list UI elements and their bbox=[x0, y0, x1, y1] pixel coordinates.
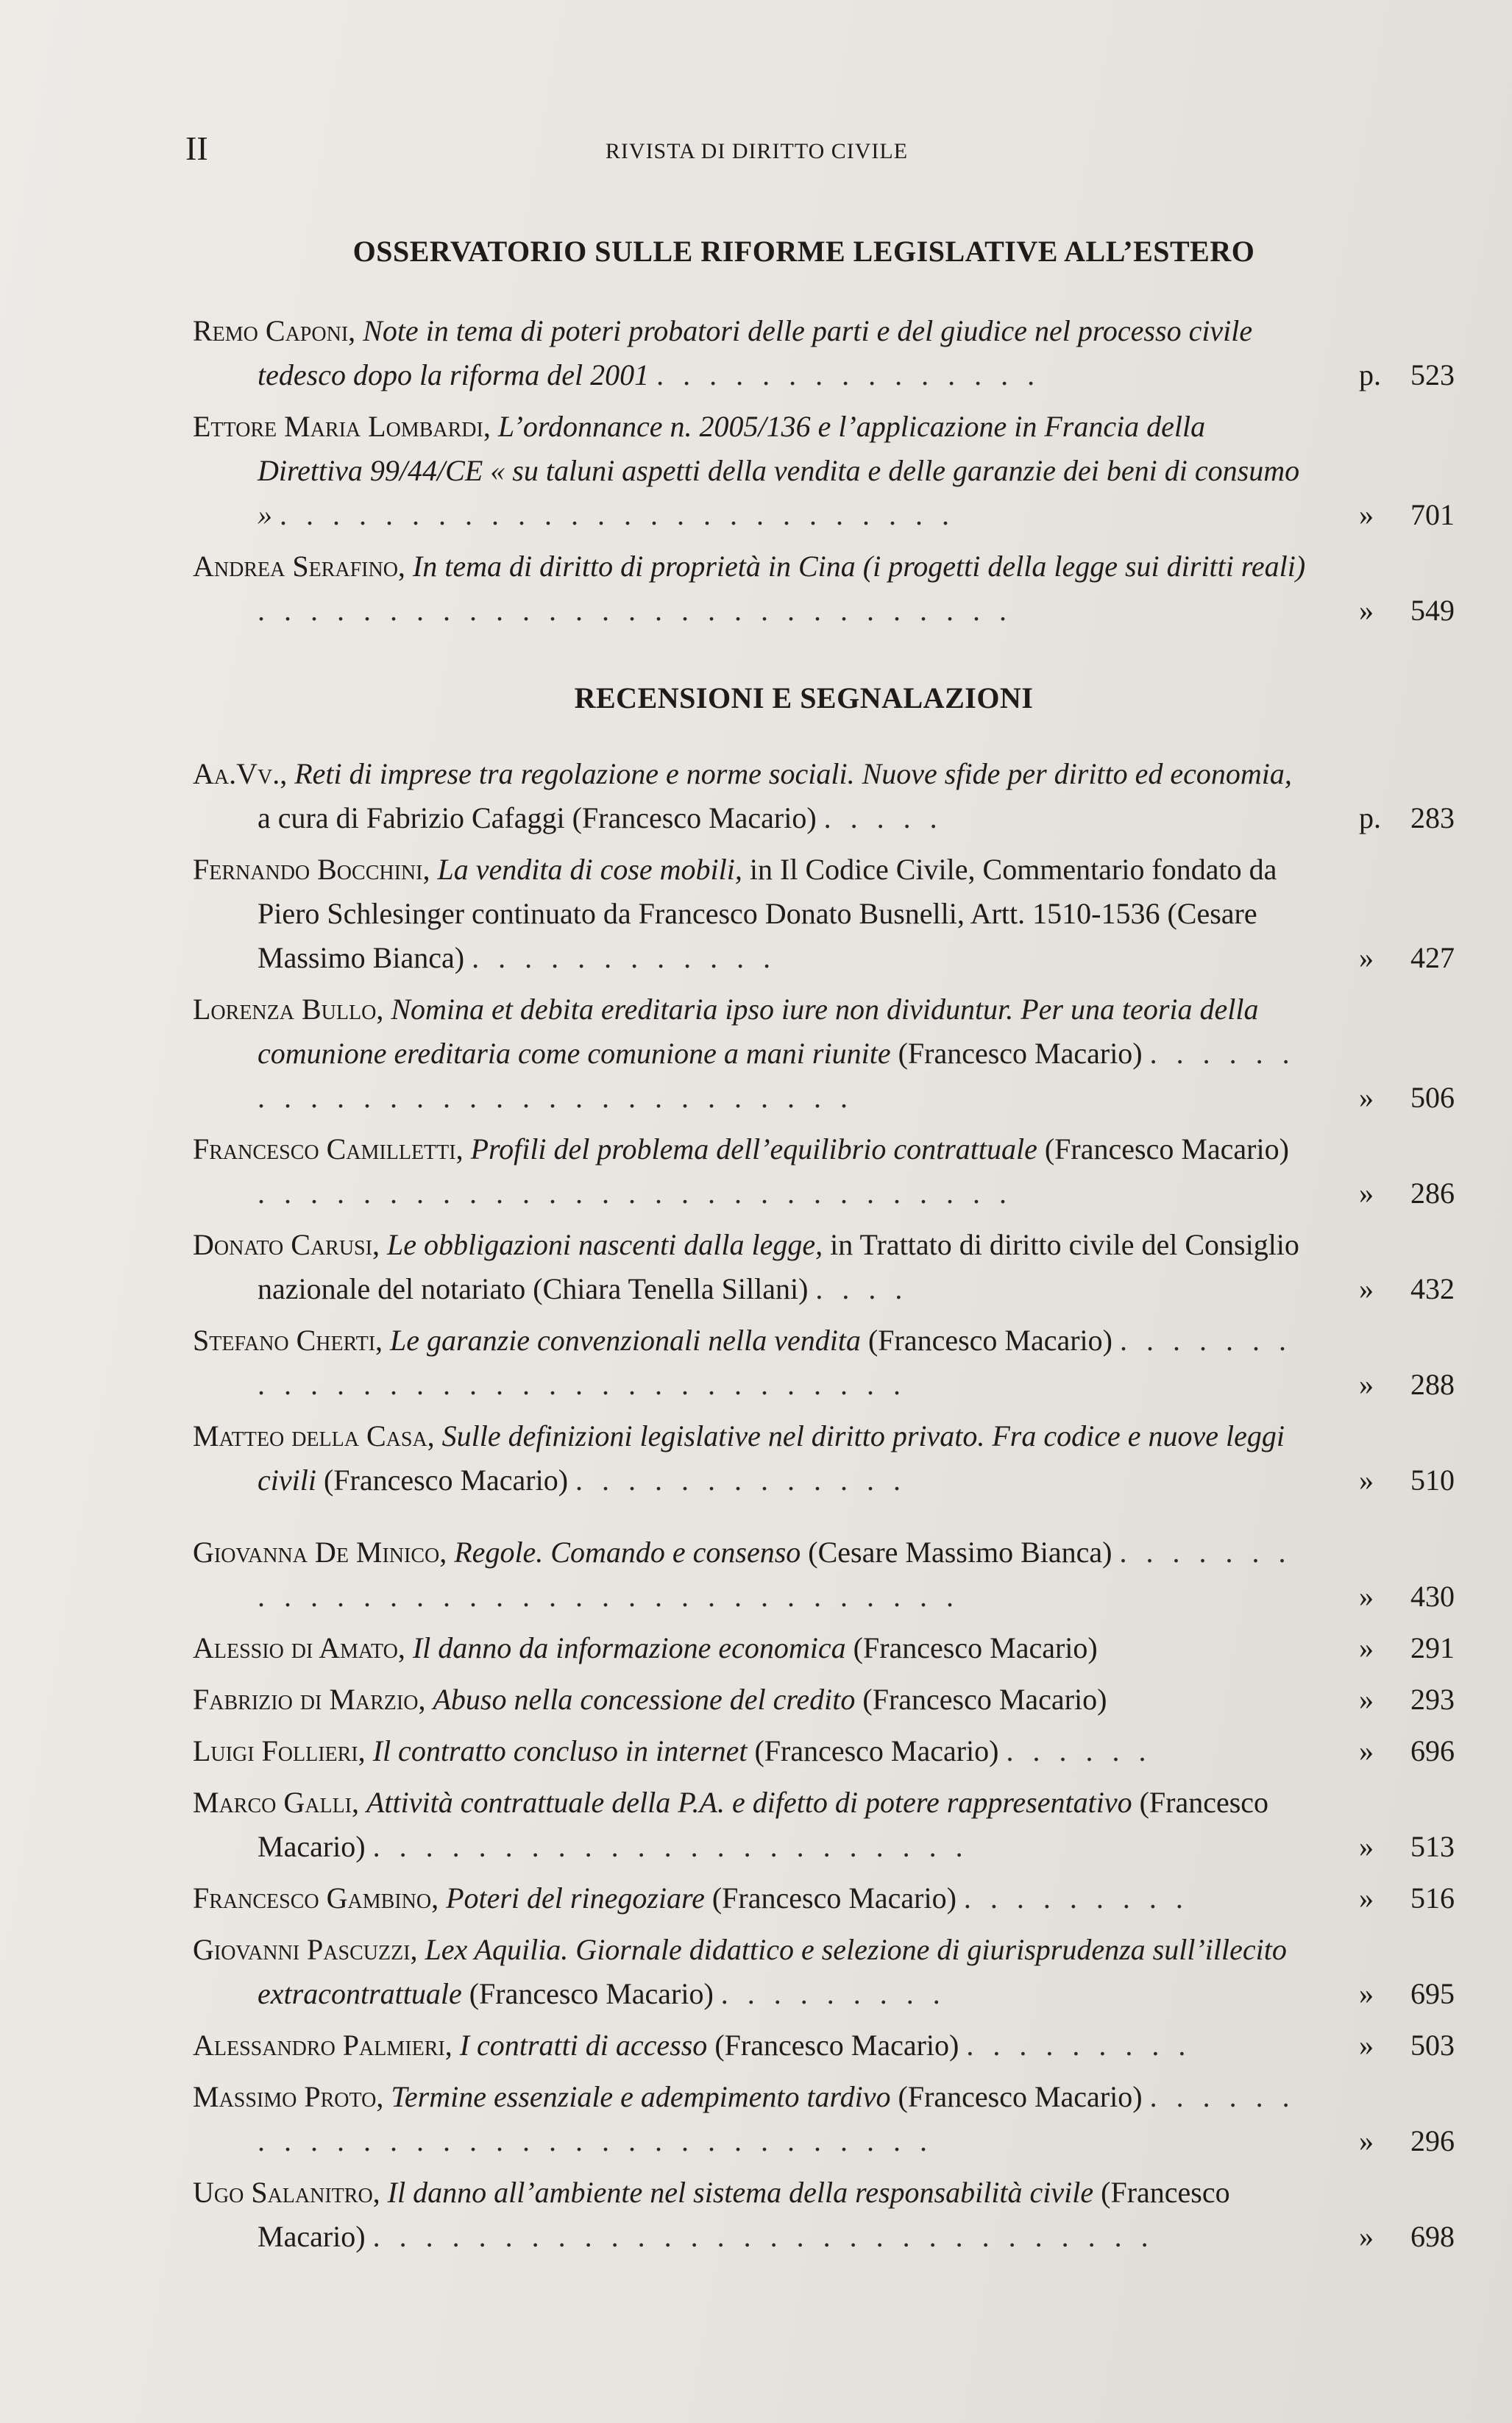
dot-leader: . . . . bbox=[815, 1272, 909, 1305]
entry-title: In tema di diritto di proprietà in Cina (i progetti della legge sui diritti reali) bbox=[412, 550, 1306, 583]
dot-leader: . . . . . bbox=[823, 801, 943, 834]
dot-leader: . . . . . . . . . . . . . . . bbox=[656, 358, 1041, 391]
toc-entry bbox=[193, 1928, 1455, 2016]
page-reference bbox=[1322, 1678, 1455, 1722]
toc-entry bbox=[193, 1530, 1455, 1619]
toc-entry bbox=[193, 1223, 1455, 1311]
page-number: 430 bbox=[1410, 1580, 1455, 1613]
entry-title: I contratti di accesso bbox=[459, 2029, 708, 2062]
dot-leader: . . . . . . . . . bbox=[966, 2029, 1192, 2062]
toc-entry bbox=[193, 1319, 1455, 1407]
page-number: 510 bbox=[1410, 1464, 1455, 1497]
entry-note: (Francesco Macario) bbox=[258, 2176, 1230, 2253]
page-prefix: » bbox=[1359, 1081, 1374, 1114]
entry-note: (Francesco Macario) bbox=[890, 1037, 1143, 1070]
dot-leader-spacer bbox=[817, 801, 824, 834]
dot-leader-spacer bbox=[272, 498, 280, 531]
page-prefix: » bbox=[1359, 1881, 1374, 1915]
author-separator: , bbox=[358, 1734, 373, 1767]
page-prefix: » bbox=[1359, 1580, 1374, 1613]
entry-author: Alessio di Amato bbox=[193, 1631, 398, 1664]
page-number: 549 bbox=[1410, 594, 1455, 627]
entry-author: Francesco Camilletti bbox=[193, 1132, 456, 1166]
page-prefix: p. bbox=[1359, 801, 1381, 834]
dot-leader-spacer bbox=[1112, 1324, 1120, 1357]
entry-note: (Francesco Macario) bbox=[1037, 1132, 1289, 1166]
author-separator: , bbox=[352, 1786, 366, 1819]
page-prefix: » bbox=[1359, 2124, 1374, 2157]
entry-title: Regole. Comando e consenso bbox=[454, 1536, 801, 1569]
entry-author: Francesco Gambino bbox=[193, 1881, 432, 1915]
dot-leader: . . . . . . . . . . . . . . . . . . . . . . . bbox=[372, 1830, 969, 1863]
entry-author: Remo Caponi bbox=[193, 314, 349, 347]
page-number: 296 bbox=[1410, 2124, 1455, 2157]
page-number: 513 bbox=[1410, 1830, 1455, 1863]
entry-author: Ugo Salanitro bbox=[193, 2176, 373, 2209]
author-separator: , bbox=[427, 1419, 442, 1452]
entry-author: Fernando Bocchini bbox=[193, 853, 423, 886]
entry-author: Giovanna De Minico bbox=[193, 1536, 440, 1569]
entry-note: in Trattato di diritto civile del Consiglio nazionale del notariato (Chiara Tenella Sillani) bbox=[258, 1228, 1299, 1305]
author-separator: , bbox=[397, 550, 413, 583]
page-number: 523 bbox=[1410, 358, 1455, 391]
entry-author: Luigi Follieri bbox=[193, 1734, 358, 1767]
page-reference bbox=[1322, 1626, 1455, 1670]
entry-title: Poteri del rinegoziare bbox=[446, 1881, 705, 1915]
entry-title: Il danno all’ambiente nel sistema della responsabilità civile bbox=[387, 2176, 1094, 2209]
dot-leader-spacer bbox=[568, 1464, 575, 1497]
dot-leader: . . . . . . . . . . . . . . . . . . . . . . . . . . bbox=[280, 498, 955, 531]
page-prefix: » bbox=[1359, 1734, 1374, 1767]
dot-leader: . . . . . . . . . bbox=[963, 1881, 1189, 1915]
page-reference bbox=[1322, 1575, 1455, 1619]
dot-leader: . . . . . . . . . . . . . . . . . . . . . . . . . . . . . bbox=[258, 594, 1012, 627]
entry-note: (Francesco Macario) bbox=[707, 2029, 959, 2062]
dot-leader-spacer bbox=[1112, 1536, 1119, 1569]
page-prefix: » bbox=[1359, 1177, 1374, 1210]
author-separator: , bbox=[444, 2029, 460, 2062]
page-number: 696 bbox=[1410, 1734, 1455, 1767]
entry-title: Il contratto concluso in internet bbox=[372, 1734, 748, 1767]
author-separator: , bbox=[372, 2176, 388, 2209]
page-number: 432 bbox=[1410, 1272, 1455, 1305]
entry-note: (Francesco Macario) bbox=[845, 1631, 1098, 1664]
entry-author: Fabrizio di Marzio bbox=[193, 1683, 419, 1716]
page-number: 283 bbox=[1410, 801, 1455, 834]
entry-title: Lex Aquilia. Giornale didattico e selezione di giurisprudenza sull’illecito extracontrattuale bbox=[258, 1933, 1287, 2010]
dot-leader-spacer bbox=[366, 2220, 373, 2253]
toc-entry bbox=[193, 405, 1455, 537]
entry-title: Attività contrattuale della P.A. e difetto di potere rappresentativo bbox=[366, 1786, 1132, 1819]
page-number: 286 bbox=[1410, 1177, 1455, 1210]
entry-note: (Francesco Macario) bbox=[747, 1734, 999, 1767]
toc-entry bbox=[193, 1414, 1455, 1503]
entry-title: Termine essenziale e adempimento tardivo bbox=[391, 2080, 891, 2113]
toc-entry bbox=[193, 544, 1455, 633]
dot-leader-spacer bbox=[959, 2029, 966, 2062]
toc-entry bbox=[193, 1781, 1455, 1869]
author-separator: , bbox=[375, 1324, 391, 1357]
page-reference bbox=[1322, 1876, 1455, 1920]
page-reference bbox=[1322, 493, 1455, 537]
entry-title: L’ordonnance n. 2005/136 e l’applicazione in Francia della Direttiva 99/44/CE « su taluni aspetti della vendita e delle garanzie dei beni di consumo » bbox=[258, 410, 1300, 531]
entry-note: (Francesco Macario) bbox=[316, 1464, 569, 1497]
toc-entry bbox=[193, 1678, 1455, 1722]
entry-author: Ettore Maria Lombardi bbox=[193, 410, 483, 443]
dot-leader: . . . . . . . . . . . . . . . . . . . . . . . . . . . . . bbox=[258, 1177, 1012, 1210]
dot-leader-spacer bbox=[649, 358, 656, 391]
dot-leader-spacer bbox=[714, 1977, 721, 2010]
toc-entry bbox=[193, 1876, 1455, 1920]
entry-author: Marco Galli bbox=[193, 1786, 352, 1819]
dot-leader-spacer bbox=[999, 1734, 1007, 1767]
page-prefix: » bbox=[1359, 2029, 1374, 2062]
entry-author: Lorenza Bullo bbox=[193, 993, 377, 1026]
author-separator: , bbox=[280, 757, 295, 790]
entry-title: Abuso nella concessione del credito bbox=[433, 1683, 856, 1716]
page-prefix: » bbox=[1359, 498, 1374, 531]
toc-entry bbox=[193, 2075, 1455, 2163]
entry-note: in Il Codice Civile, Commentario fondato da Piero Schlesinger continuato da Francesco Donato Busnelli, Artt. 1510-1536 (Cesare Massimo Bianca) bbox=[258, 853, 1277, 974]
dot-leader: . . . . . . . . . . . . . . . . . . . . . . . . . . . . . bbox=[258, 1037, 1296, 1114]
toc-entry bbox=[193, 1626, 1455, 1670]
dot-leader-spacer bbox=[1143, 1037, 1150, 1070]
page-prefix: » bbox=[1359, 1464, 1374, 1497]
page-prefix: » bbox=[1359, 1830, 1374, 1863]
page-number: 506 bbox=[1410, 1081, 1455, 1114]
entry-title: Le garanzie convenzionali nella vendita bbox=[390, 1324, 861, 1357]
toc-entry bbox=[193, 987, 1455, 1120]
page-reference bbox=[1322, 1825, 1455, 1869]
dot-leader-spacer bbox=[1143, 2080, 1150, 2113]
page-prefix: » bbox=[1359, 594, 1374, 627]
dot-leader: . . . . . . . . . bbox=[720, 1977, 946, 2010]
dot-leader-spacer bbox=[956, 1881, 964, 1915]
dot-leader-spacer bbox=[464, 941, 472, 974]
dot-leader-spacer bbox=[366, 1830, 373, 1863]
running-head bbox=[185, 129, 1424, 173]
dot-leader-spacer bbox=[808, 1272, 815, 1305]
author-separator: , bbox=[483, 410, 498, 443]
dot-leader: . . . . . . . . . . . . . . . . . . . . . . . . . . . . . . . . . . bbox=[258, 1536, 1292, 1613]
page-number: 701 bbox=[1410, 498, 1455, 531]
entry-author: Matteo della Casa bbox=[193, 1419, 427, 1452]
page-reference bbox=[1322, 1972, 1455, 2016]
page-prefix: » bbox=[1359, 1368, 1374, 1401]
author-separator: , bbox=[418, 1683, 433, 1716]
entry-note: (Francesco Macario) bbox=[258, 1786, 1269, 1863]
journal-title: RIVISTA DI DIRITTO CIVILE bbox=[605, 139, 909, 163]
page-reference bbox=[1322, 1076, 1455, 1120]
page-prefix: » bbox=[1359, 1683, 1374, 1716]
dot-leader: . . . . . . . . . . . . . bbox=[575, 1464, 907, 1497]
author-separator: , bbox=[397, 1631, 413, 1664]
entry-title: Le obbligazioni nascenti dalla legge, bbox=[386, 1228, 823, 1261]
author-separator: , bbox=[422, 853, 438, 886]
toc-entry bbox=[193, 1127, 1455, 1216]
dot-leader: . . . . . . . . . . . . . . . . . . . . . . . . . . . . . . . . bbox=[258, 1324, 1292, 1401]
entry-note: (Francesco Macario) bbox=[855, 1683, 1107, 1716]
page-reference bbox=[1322, 1458, 1455, 1503]
page-reference bbox=[1322, 936, 1455, 980]
page-number: 427 bbox=[1410, 941, 1455, 974]
toc-entry bbox=[193, 752, 1455, 840]
page-prefix: p. bbox=[1359, 358, 1381, 391]
page-reference bbox=[1322, 1267, 1455, 1311]
dot-leader: . . . . . . . . . . . . bbox=[472, 941, 777, 974]
entry-author: Stefano Cherti bbox=[193, 1324, 376, 1357]
page-prefix: » bbox=[1359, 1631, 1374, 1664]
page-reference bbox=[1322, 353, 1455, 397]
entry-title: La vendita di cose mobili, bbox=[437, 853, 742, 886]
section-reviews-entries bbox=[193, 752, 1455, 2259]
entry-author: Alessandro Palmieri bbox=[193, 2029, 445, 2062]
entry-author: Massimo Proto bbox=[193, 2080, 377, 2113]
entry-note: (Cesare Massimo Bianca) bbox=[801, 1536, 1112, 1569]
page-reference bbox=[1322, 1729, 1455, 1773]
page-number: 293 bbox=[1410, 1683, 1455, 1716]
section-observatory-entries bbox=[193, 309, 1455, 633]
entry-title: Il danno da informazione economica bbox=[412, 1631, 846, 1664]
author-separator: , bbox=[348, 314, 363, 347]
toc-entry bbox=[193, 848, 1455, 980]
page-reference bbox=[1322, 1171, 1455, 1216]
page-folio: II bbox=[185, 130, 208, 167]
page-reference bbox=[1322, 1363, 1455, 1407]
page-number: 516 bbox=[1410, 1881, 1455, 1915]
page-reference bbox=[1322, 2119, 1455, 2163]
section-title-observatory: OSSERVATORIO SULLE RIFORME LEGISLATIVE ALL’ESTERO bbox=[352, 235, 1255, 268]
entry-note: a cura di Fabrizio Cafaggi (Francesco Macario) bbox=[258, 801, 817, 834]
entry-note: (Francesco Macario) bbox=[890, 2080, 1143, 2113]
entry-note: (Francesco Macario) bbox=[860, 1324, 1112, 1357]
author-separator: , bbox=[376, 2080, 391, 2113]
page-prefix: » bbox=[1359, 941, 1374, 974]
page-number: 288 bbox=[1410, 1368, 1455, 1401]
dot-leader: . . . . . . . . . . . . . . . . . . . . . . . . . . . . . . . . bbox=[258, 2080, 1296, 2157]
page-number: 503 bbox=[1410, 2029, 1455, 2062]
author-separator: , bbox=[376, 993, 391, 1026]
toc-entry bbox=[193, 309, 1455, 397]
entry-title: Reti di imprese tra regolazione e norme sociali. Nuove sfide per diritto ed economia, bbox=[294, 757, 1292, 790]
page-reference bbox=[1322, 2215, 1455, 2259]
page-number: 291 bbox=[1410, 1631, 1455, 1664]
toc-entry bbox=[193, 2171, 1455, 2259]
entry-title: Profili del problema dell’equilibrio contrattuale bbox=[470, 1132, 1037, 1166]
page-number: 698 bbox=[1410, 2220, 1455, 2253]
author-separator: , bbox=[372, 1228, 387, 1261]
page-reference bbox=[1322, 2023, 1455, 2068]
author-separator: , bbox=[431, 1881, 447, 1915]
entry-note: (Francesco Macario) bbox=[704, 1881, 956, 1915]
entry-author: Aa.Vv. bbox=[193, 757, 280, 790]
author-separator: , bbox=[410, 1933, 425, 1966]
entry-title: Sulle definizioni legislative nel diritto privato. Fra codice e nuove leggi civili bbox=[258, 1419, 1285, 1497]
entry-title: Nomina et debita ereditaria ipso iure non dividuntur. Per una teoria della comunione ereditaria come comunione a mani riunite bbox=[258, 993, 1259, 1070]
page-prefix: » bbox=[1359, 1977, 1374, 2010]
section-title-reviews: RECENSIONI E SEGNALAZIONI bbox=[574, 681, 1034, 714]
dot-leader: . . . . . . bbox=[1006, 1734, 1152, 1767]
toc-entry bbox=[193, 2023, 1455, 2068]
page-prefix: » bbox=[1359, 2220, 1374, 2253]
page-prefix: » bbox=[1359, 1272, 1374, 1305]
toc-entry bbox=[193, 1729, 1455, 1773]
entry-title: Note in tema di poteri probatori delle parti e del giudice nel processo civile tedesco dopo la riforma del 2001 bbox=[258, 314, 1253, 391]
entry-author: Donato Carusi bbox=[193, 1228, 372, 1261]
entry-note: (Francesco Macario) bbox=[461, 1977, 714, 2010]
page-number: 695 bbox=[1410, 1977, 1455, 2010]
page-reference bbox=[1322, 796, 1455, 840]
dot-leader: . . . . . . . . . . . . . . . . . . . . . . . . . . . . . . bbox=[372, 2220, 1154, 2253]
author-separator: , bbox=[439, 1536, 455, 1569]
entry-author: Giovanni Pascuzzi bbox=[193, 1933, 411, 1966]
entry-author: Andrea Serafino bbox=[193, 550, 398, 583]
page-reference bbox=[1322, 589, 1455, 633]
author-separator: , bbox=[455, 1132, 471, 1166]
